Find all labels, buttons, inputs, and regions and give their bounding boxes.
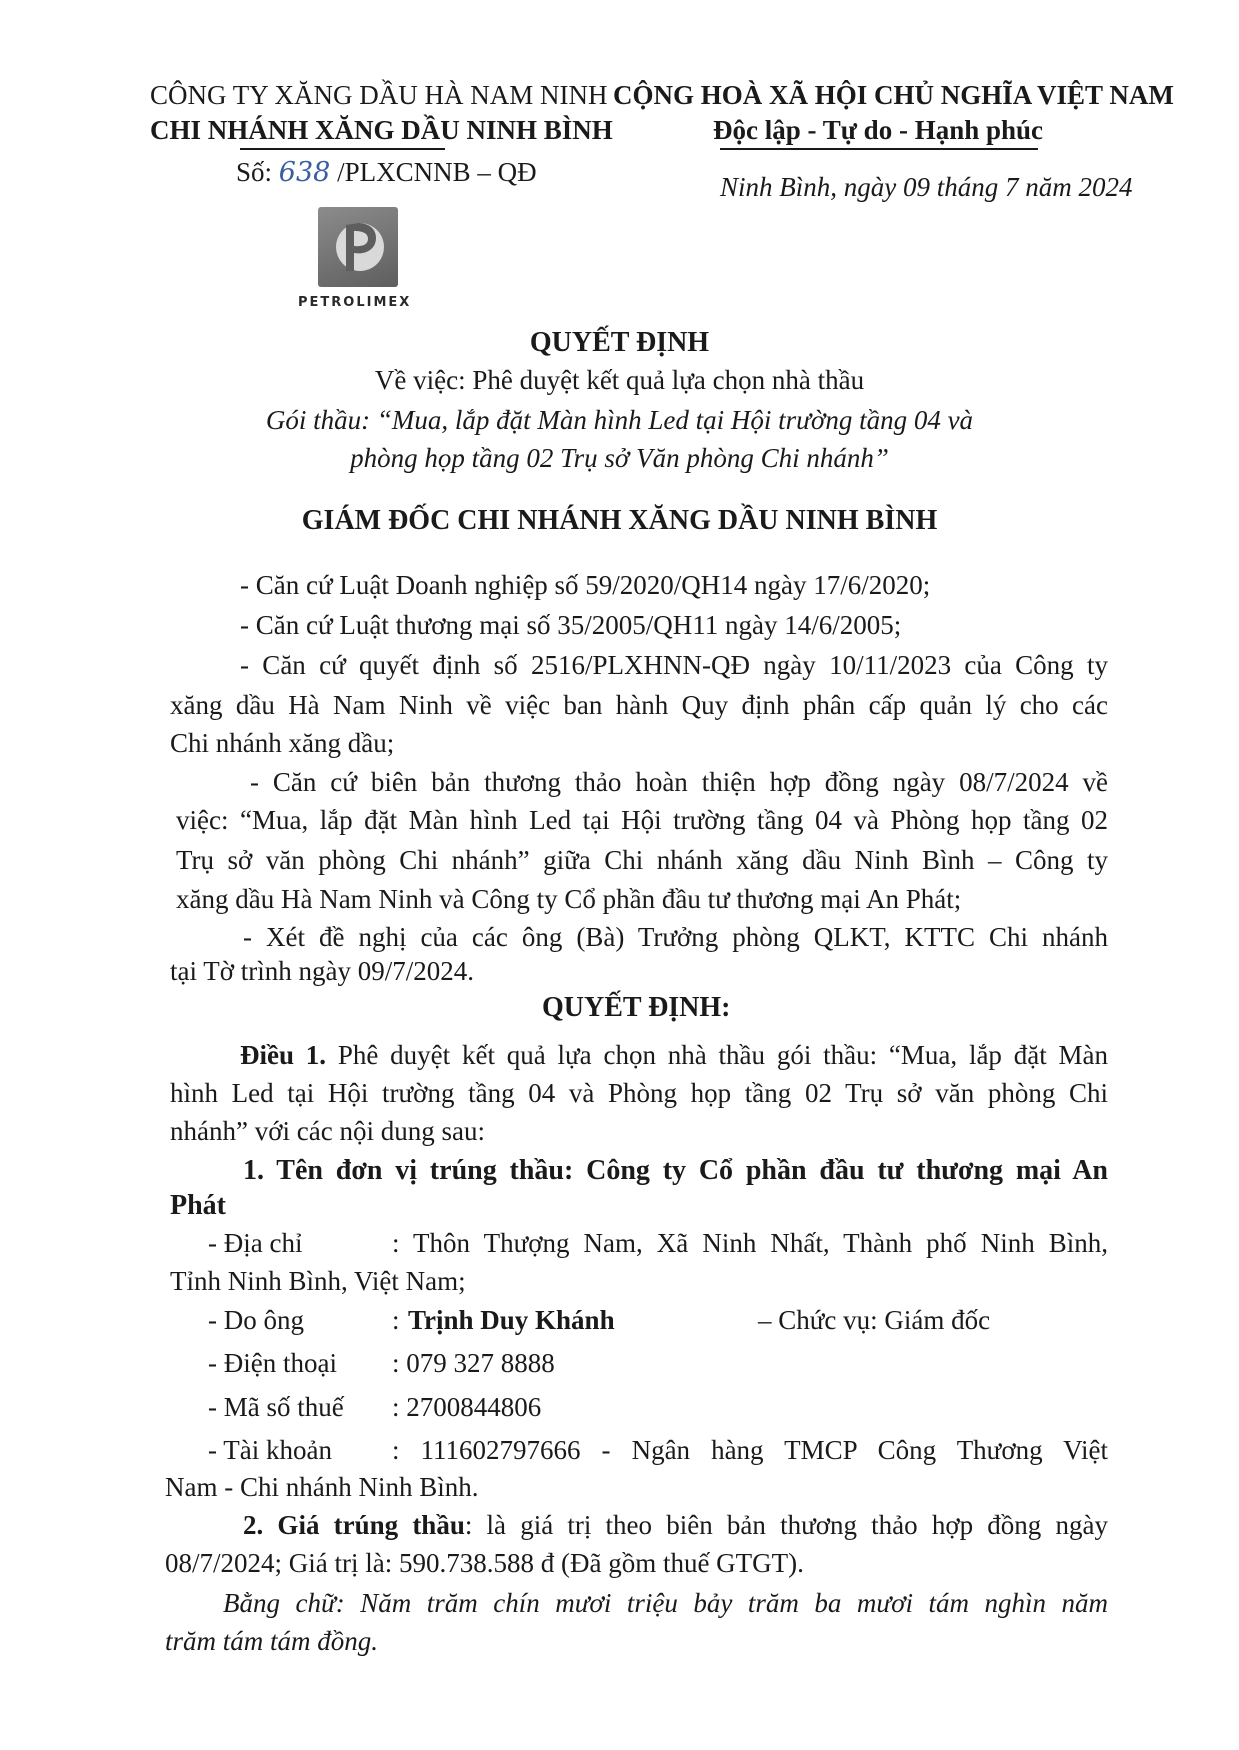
decision-title: QUYẾT ĐỊNH [529, 327, 710, 358]
representative-label: - Do ông [208, 1305, 304, 1335]
account-value: : 111602797666 - Ngân hàng TMCP Công Thương Việt [392, 1435, 1108, 1465]
basis-minutes-line-1: - Căn cứ biên bản thương thảo hoàn thiện hợp đồng ngày 08/7/2024 về [250, 767, 1108, 797]
article-1-line-2: hình Led tại Hội trường tầng 04 và Phòng họp tầng 02 Trụ sở văn phòng Chi [170, 1078, 1108, 1108]
article-1-line-1 [240, 1040, 1108, 1071]
place-date: Ninh Bình, ngày 09 tháng 7 năm 2024 [720, 172, 1133, 202]
amount-words-label: Bằng chữ: [223, 1588, 345, 1618]
tax-code-label: - Mã số thuế [208, 1392, 344, 1422]
address-value-2: Tỉnh Ninh Bình, Việt Nam; [170, 1266, 466, 1296]
article-1-label: Điều 1. [240, 1040, 327, 1070]
basis-proposal-line-1: - Xét đề nghị của các ông (Bà) Trưởng phòng QLKT, KTTC Chi nhánh [243, 922, 1108, 952]
logo-text: PETROLIMEX [298, 295, 412, 310]
basis-commercial-law: - Căn cứ Luật thương mại số 35/2005/QH11 ngày 14/6/2005; [240, 610, 902, 640]
representative-colon: : [392, 1305, 400, 1335]
basis-decision-line-3: Chi nhánh xăng dầu; [170, 728, 395, 758]
basis-proposal-line-2: tại Tờ trình ngày 09/7/2024. [170, 956, 475, 986]
petrolimex-logo-icon [318, 207, 398, 287]
basis-minutes-line-4: xăng dầu Hà Nam Ninh và Công ty Cổ phần đầu tư thương mại An Phát; [176, 884, 962, 914]
so-label: Số: [236, 157, 273, 187]
amount-words-line-1 [223, 1588, 1108, 1619]
address-label: - Địa chỉ [208, 1228, 303, 1258]
company-name: CÔNG TY XĂNG DẦU HÀ NAM NINH [150, 80, 608, 110]
so-handwritten-number: 638 [278, 157, 331, 188]
basis-minutes-line-3: Trụ sở văn phòng Chi nhánh” giữa Chi nhánh xăng dầu Ninh Bình – Công ty [176, 845, 1108, 875]
motto-underline [720, 148, 1038, 150]
decision-heading: QUYẾT ĐỊNH: [542, 992, 731, 1023]
representative-position: – Chức vụ: Giám đốc [758, 1305, 991, 1335]
winner-name-line-1: 1. Tên đơn vị trúng thầu: Công ty Cổ phần đầu tư thương mại An [243, 1155, 1108, 1186]
amount-words-line-2: trăm tám tám đồng. [165, 1626, 379, 1656]
basis-decision-line-1: - Căn cứ quyết định số 2516/PLXHNN-QĐ ngày 10/11/2023 của Công ty [240, 650, 1108, 680]
address-value: : Thôn Thượng Nam, Xã Ninh Nhất, Thành phố Ninh Bình, [392, 1228, 1108, 1258]
amount-words-text-1: Năm trăm chín mươi triệu bảy trăm ba mươi tám nghìn năm [344, 1588, 1108, 1618]
package-line-2: phòng họp tầng 02 Trụ sở Văn phòng Chi nhánh” [350, 443, 889, 473]
phone-label: - Điện thoại [208, 1348, 337, 1378]
price-label: 2. Giá trúng thầu [243, 1510, 465, 1540]
account-label: - Tài khoản [208, 1435, 332, 1465]
branch-name: CHI NHÁNH XĂNG DẦU NINH BÌNH [150, 115, 613, 145]
decision-subject: Về việc: Phê duyệt kết quả lựa chọn nhà thầu [374, 365, 865, 395]
basis-minutes-line-2: việc: “Mua, lắp đặt Màn hình Led tại Hội trường tầng 04 và Phòng họp tầng 02 [176, 805, 1108, 835]
price-text-1: : là giá trị theo biên bản thương thảo hợp đồng ngày [464, 1510, 1108, 1540]
price-line-2: 08/7/2024; Giá trị là: 590.738.588 đ (Đã gồm thuế GTGT). [165, 1548, 804, 1578]
representative-name: Trịnh Duy Khánh [408, 1305, 615, 1335]
basis-decision-line-2: xăng dầu Hà Nam Ninh về việc ban hành Quy định phân cấp quản lý cho các [170, 690, 1108, 720]
package-line-1: Gói thầu: “Mua, lắp đặt Màn hình Led tại Hội trường tầng 04 và [265, 405, 974, 435]
basis-enterprise-law: - Căn cứ Luật Doanh nghiệp số 59/2020/QH14 ngày 17/6/2020; [240, 570, 931, 600]
so-suffix: /PLXCNNB – QĐ [337, 157, 537, 187]
issuing-authority: GIÁM ĐỐC CHI NHÁNH XĂNG DẦU NINH BÌNH [301, 505, 938, 536]
tax-code-value: : 2700844806 [392, 1392, 542, 1422]
national-motto: Độc lập - Tự do - Hạnh phúc [712, 115, 1044, 145]
country-name: CỘNG HOÀ XÃ HỘI CHỦ NGHĨA VIỆT NAM [613, 80, 1174, 110]
phone-value: : 079 327 8888 [392, 1348, 555, 1378]
winner-name-line-2: Phát [170, 1190, 226, 1221]
article-1-line-3: nhánh” với các nội dung sau: [170, 1116, 485, 1146]
article-1-text-1: Phê duyệt kết quả lựa chọn nhà thầu gói thầu: “Mua, lắp đặt Màn [337, 1040, 1109, 1070]
document-number [236, 157, 537, 188]
price-line-1 [243, 1510, 1108, 1541]
account-value-2: Nam - Chi nhánh Ninh Bình. [165, 1472, 479, 1502]
branch-underline [240, 148, 445, 150]
